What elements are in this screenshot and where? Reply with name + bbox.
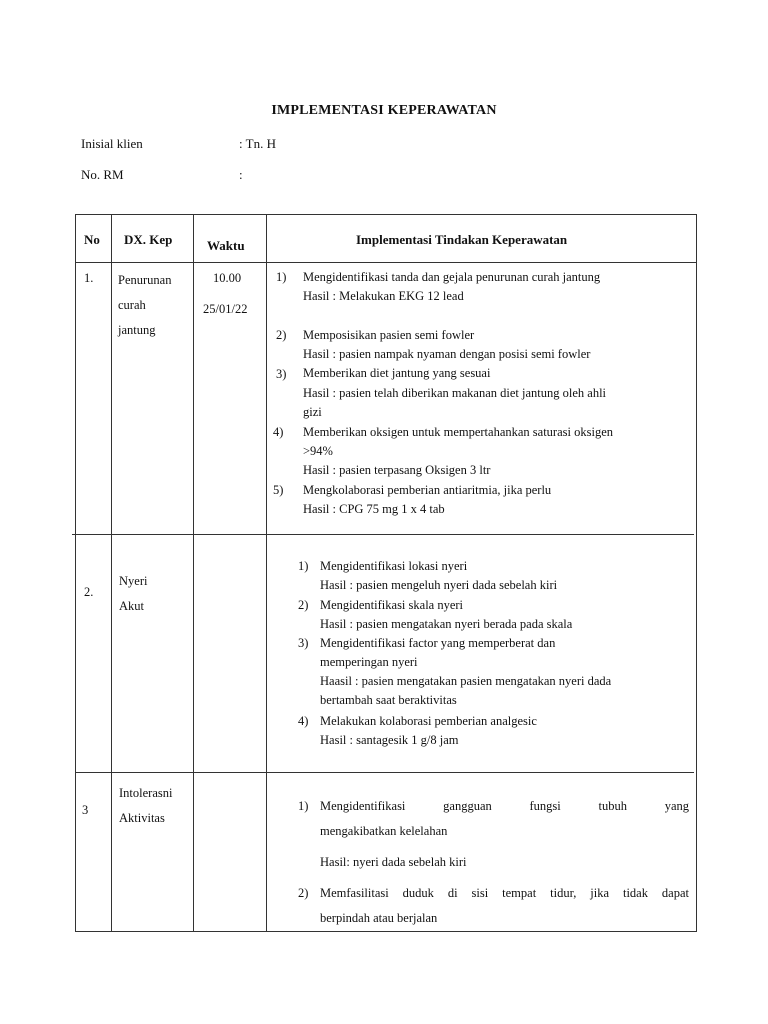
item-text: Mengidentifikasi factor yang memperberat dan	[320, 636, 556, 650]
table-border-top	[75, 214, 697, 215]
item-result: Hasil : pasien nampak nyaman dengan posisi semi fowler	[303, 347, 591, 361]
implementation-item	[276, 365, 606, 422]
header-waktu: Waktu	[207, 238, 245, 253]
item-number: 2)	[298, 886, 309, 900]
item-text: Mengkolaborasi pemberian antiaritmia, jika perlu	[303, 483, 552, 497]
item-text: Mengidentifikasi tanda dan gejala penurunan curah jantung	[303, 270, 601, 284]
implementation-item	[298, 557, 557, 595]
time-value: 10.00	[213, 271, 242, 285]
item-result: Hasil : santagesik 1 g/8 jam	[320, 733, 459, 747]
implementation-item	[273, 423, 613, 480]
rm-label: No. RM	[81, 167, 124, 182]
item-text: Memposisikan pasien semi fowler	[303, 328, 475, 342]
implementation-item	[298, 596, 572, 634]
initial-value: : Tn. H	[239, 136, 276, 151]
item-text: Mengidentifikasi gangguan fungsi tubuh yang	[320, 799, 689, 813]
row-divider	[72, 534, 694, 535]
diagnosis-cell	[119, 569, 147, 619]
item-result: Hasil : pasien terpasang Oksigen 3 ltr	[303, 463, 491, 477]
date-value: 25/01/22	[203, 302, 248, 316]
item-text: memperingan nyeri	[320, 655, 418, 669]
item-result: Hasil : pasien telah diberikan makanan diet jantung oleh ahli	[303, 386, 607, 400]
table-border-right	[696, 214, 697, 932]
diagnosis-line: Akut	[119, 599, 144, 613]
item-text: Memberikan diet jantung yang sesuai	[303, 366, 491, 380]
item-number: 1)	[298, 799, 309, 813]
item-text: Memfasilitasi duduk di sisi tempat tidur, jika tidak dapat	[320, 886, 689, 900]
table-border-bottom	[75, 931, 697, 932]
diagnosis-line: Aktivitas	[119, 811, 165, 825]
header-divider	[75, 262, 697, 263]
item-number: 2)	[298, 598, 309, 612]
implementation-item	[298, 712, 537, 750]
header-dx: DX. Kep	[124, 232, 173, 247]
item-number: 1)	[298, 559, 309, 573]
item-text: mengakibatkan kelelahan	[320, 824, 448, 838]
item-result: Hasil : pasien mengatakan nyeri berada pada skala	[320, 617, 573, 631]
item-number: 4)	[273, 425, 284, 439]
item-result: Hasil : Melakukan EKG 12 lead	[303, 289, 464, 303]
item-text: >94%	[303, 444, 333, 458]
rm-value: :	[239, 167, 243, 182]
item-text: Memberikan oksigen untuk mempertahankan saturasi oksigen	[303, 425, 613, 439]
row-number: 1.	[84, 271, 94, 285]
diagnosis-line: curah	[118, 298, 146, 312]
implementation-item	[273, 481, 552, 519]
initial-label: Inisial klien	[81, 136, 143, 151]
row-number: 2.	[84, 585, 94, 599]
diagnosis-line: Nyeri	[119, 574, 148, 588]
diagnosis-cell	[119, 781, 172, 831]
item-number: 3)	[298, 636, 309, 650]
item-text: Melakukan kolaborasi pemberian analgesic	[320, 714, 537, 728]
column-divider	[266, 214, 267, 932]
item-result: Haasil : pasien mengatakan pasien mengatakan nyeri dada	[320, 674, 612, 688]
item-text: berpindah atau berjalan	[320, 911, 438, 925]
row-number: 3	[82, 803, 89, 817]
implementation-item	[298, 794, 689, 875]
diagnosis-cell	[118, 268, 171, 343]
column-divider	[193, 214, 194, 932]
item-text: Mengidentifikasi skala nyeri	[320, 598, 464, 612]
item-number: 3)	[276, 367, 287, 381]
diagnosis-line: jantung	[118, 323, 156, 337]
implementation-item	[276, 268, 600, 306]
implementation-item	[298, 634, 611, 710]
implementation-item	[298, 881, 689, 931]
item-result: gizi	[303, 405, 322, 419]
diagnosis-line: Intolerasni	[119, 786, 173, 800]
row-divider	[75, 772, 694, 773]
item-result: Hasil : CPG 75 mg 1 x 4 tab	[303, 502, 445, 516]
item-number: 4)	[298, 714, 309, 728]
item-result: Hasil : pasien mengeluh nyeri dada sebelah kiri	[320, 578, 558, 592]
table-border-left	[75, 214, 76, 932]
column-divider	[111, 214, 112, 932]
item-number: 2)	[276, 328, 287, 342]
item-result: bertambah saat beraktivitas	[320, 693, 457, 707]
item-result: Hasil: nyeri dada sebelah kiri	[320, 855, 467, 869]
item-number: 5)	[273, 483, 284, 497]
header-no: No	[84, 232, 100, 247]
item-text: Mengidentifikasi lokasi nyeri	[320, 559, 468, 573]
document-title: IMPLEMENTASI KEPERAWATAN	[271, 103, 497, 118]
diagnosis-line: Penurunan	[118, 273, 172, 287]
header-implementasi: Implementasi Tindakan Keperawatan	[356, 232, 568, 247]
item-number: 1)	[276, 270, 287, 284]
